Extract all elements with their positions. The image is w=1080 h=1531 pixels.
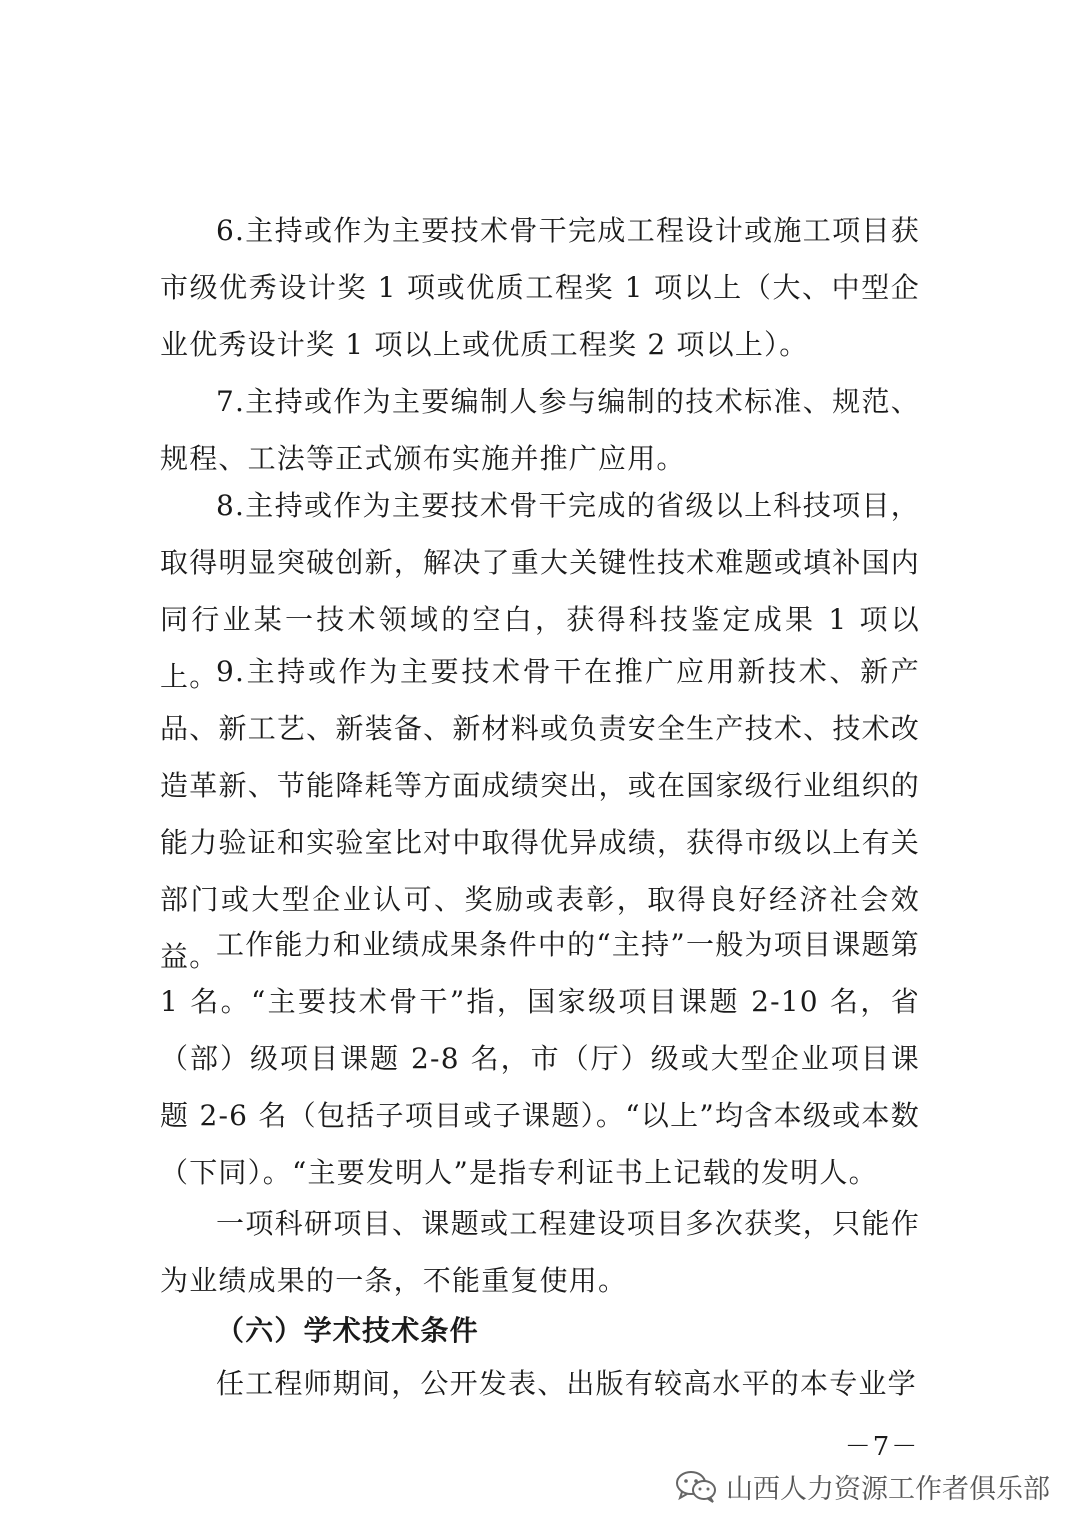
watermark-text: 山西人力资源工作者俱乐部 — [726, 1473, 1050, 1505]
wechat-icon — [674, 1468, 718, 1504]
paragraph-item-8: 8.主持或作为主要技术骨干完成的省级以上科技项目，取得明显突破创新，解决了重大关键性技术难题或填补国内同行业某一技术领域的空白，获得科技鉴定成果 1 项以上。 — [160, 489, 920, 693]
page-number: －7－ — [844, 1432, 920, 1462]
paragraph-academic-conditions: 任工程师期间，公开发表、出版有较高水平的本专业学 — [216, 1367, 917, 1400]
paragraph-definitions: 工作能力和业绩成果条件中的“主持”一般为项目课题第 1 名。“主要技术骨干”指，国家级项目课题 2-10 名，省（部）级项目课题 2-8 名，市（厅）级或大型企业项目课题 2-6 名（包括子项目或子课题）。“以上”均含本级或本数（下同）。“主要发明人”是指专利证书上记载的发明人。 — [160, 928, 920, 1189]
paragraph-item-6: 6.主持或作为主要技术骨干完成工程设计或施工项目获市级优秀设计奖 1 项或优质工程奖 1 项以上（大、中型企业优秀设计奖 1 项以上或优质工程奖 2 项以上）。 — [160, 214, 920, 361]
paragraph-award-rule: 一项科研项目、课题或工程建设项目多次获奖，只能作为业绩成果的一条，不能重复使用。 — [160, 1207, 920, 1297]
paragraph-item-9: 9.主持或作为主要技术骨干在推广应用新技术、新产品、新工艺、新装备、新材料或负责安全生产技术、技术改造革新、节能降耗等方面成绩突出，或在国家级行业组织的能力验证和实验室比对中取得优异成绩，获得市级以上有关部门或大型企业认可、奖励或表彰，取得良好经济社会效益。 — [160, 655, 920, 973]
paragraph-item-7: 7.主持或作为主要编制人参与编制的技术标准、规范、规程、工法等正式颁布实施并推广应用。 — [160, 385, 920, 475]
watermark — [674, 1466, 1050, 1506]
section-heading: （六）学术技术条件 — [216, 1314, 479, 1347]
